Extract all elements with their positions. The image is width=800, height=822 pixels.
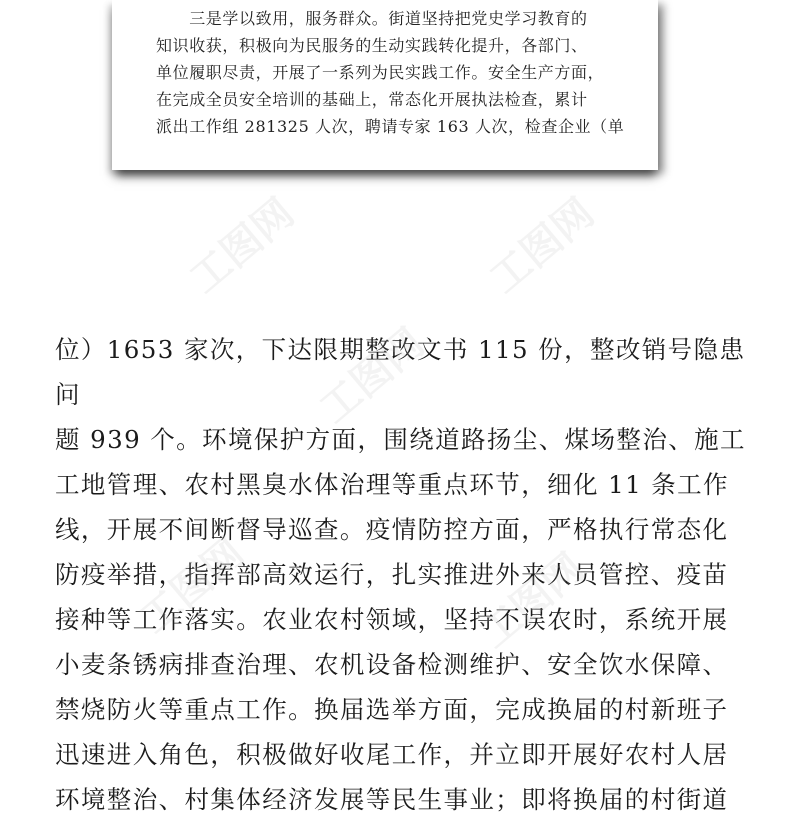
watermark: 工图网: [311, 319, 433, 433]
document-card: [112, 0, 658, 170]
watermark: 工图网: [481, 189, 603, 303]
watermark: 工图网: [131, 529, 253, 643]
watermark: 工图网: [181, 189, 303, 303]
body-paragraph: 位）1653 家次，下达限期整改文书 115 份，整改销号隐患问 题 939 个。环境保护方面，围绕道路扬尘、煤场整治、施工 工地管理、农村黑臭水体治理等重点环节，细化 11 条工作 线，开展不间断督导巡查。疫情防控方面，严格执行常态化 防疫举措，指挥部高效运行，扎实推进外来人员管控、疫苗 接种等工作落实。农业农村领域，坚持不误农时，系统开展 小麦条锈病排查治理、农机设备检测维护、安全饮水保障、 禁烧防火等重点工作。换届选举方面，完成换届的村新班子 迅速进入角色，积极做好收尾工作，并立即开展好农村人居 环境整治、村集体经济发展等民生事业；即将换届的村街道: [55, 335, 746, 814]
watermark: 工图网: [471, 544, 593, 658]
card-paragraph: 三是学以致用，服务群众。街道坚持把党史学习教育的 知识收获，积极向为民服务的生动实践转化提升，各部门、 单位履职尽责，开展了一系列为民实践工作。安全生产方面， 在完成全员安全培训的基础上，常态化开展执法检查，累计 派出工作组 281325 人次，聘请专家 163 人次，检查企业（单: [156, 9, 625, 136]
